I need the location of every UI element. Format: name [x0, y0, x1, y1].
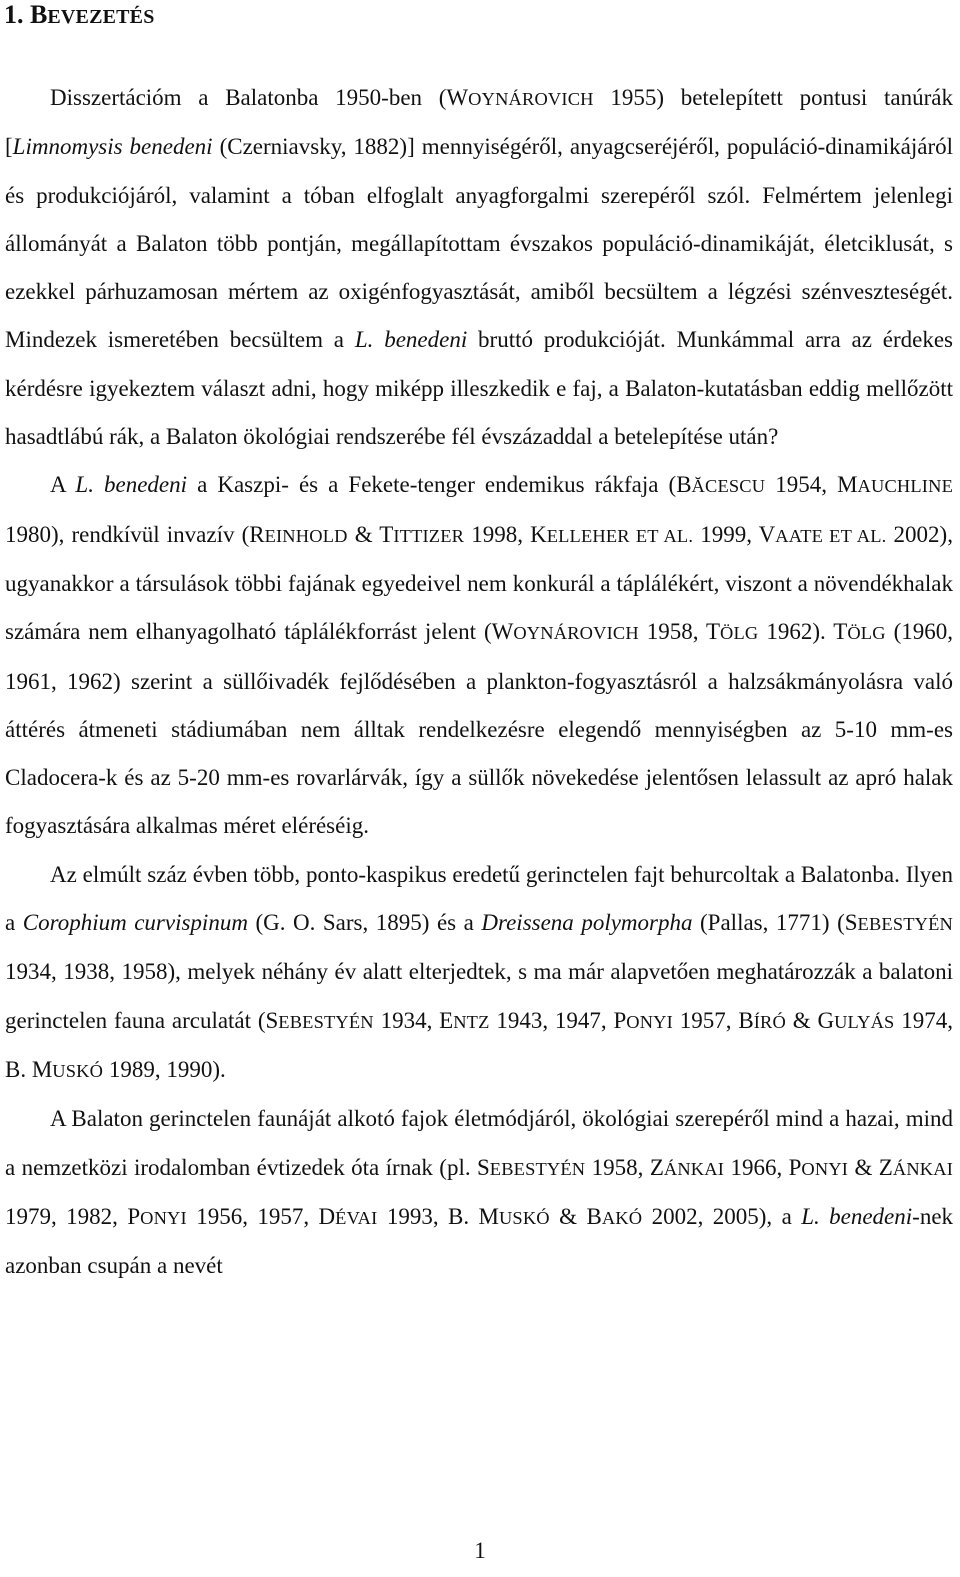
- author-citation: S: [844, 910, 858, 936]
- author-citation: B: [738, 1007, 754, 1033]
- text-run: &: [848, 1154, 879, 1180]
- chapter-title-rest: EVEZETÉS: [47, 6, 155, 28]
- author-citation: ÁNKAI: [663, 1158, 725, 1179]
- body-paragraph: [5, 74, 953, 461]
- author-citation: W: [491, 619, 514, 645]
- text-run: &: [785, 1007, 818, 1033]
- author-citation: T: [379, 521, 394, 547]
- species-name: L. benedeni: [801, 1203, 913, 1229]
- author-citation: Z: [878, 1154, 893, 1180]
- author-citation: ÖLG: [847, 623, 886, 644]
- author-citation: B: [676, 472, 692, 498]
- author-citation: AKÓ: [601, 1207, 643, 1228]
- text-run: (Pallas, 1771) (: [692, 910, 845, 936]
- text-run: 1999,: [693, 521, 759, 547]
- chapter-title-initial: B: [30, 0, 48, 29]
- text-run: &: [347, 521, 380, 547]
- text-run: 1974, B.: [5, 1007, 954, 1082]
- text-run: 1954,: [765, 472, 838, 498]
- author-citation: ONYI: [626, 1011, 673, 1032]
- author-citation: ĂCESCU: [691, 476, 766, 497]
- author-citation: D: [318, 1203, 336, 1229]
- author-citation: M: [837, 472, 858, 498]
- text-run: 1957,: [672, 1007, 739, 1033]
- author-citation: ÁNKAI: [892, 1158, 954, 1179]
- text-run: (Czerniavsky, 1882)] mennyiségéről, anyagcseréjéről, populáció-dinamikájáról és produkciójáról, valamint a tóban elfoglalt anyagforgalmi szerepéről szól. Felmértem jelenlegi állományát a Balaton több pontján, megállapítottam évszakos populáció-dinamikáját, életciklusát, s ezekkel párhuzamosan mértem az oxigénfogyasztását, amiből becsültem a légzési szénveszteségét. Mindezek ismeretében becsültem a: [5, 134, 953, 353]
- author-citation: ÖLG: [720, 623, 759, 644]
- author-citation: NTZ: [453, 1011, 490, 1032]
- chapter-heading: [4, 0, 155, 32]
- author-citation: ÍRÓ: [753, 1011, 786, 1032]
- text-run: bruttó produkcióját. Munkámmal arra az érdekes kérdésre igyekeztem választ adni, hogy miképp illeszkedik e faj, a Balaton-kutatásban eddig mellőzött hasadtlábú rák, a Balaton ökológiai rendszerébe fél évszázaddal a betelepítése után?: [5, 327, 953, 450]
- author-citation: T: [833, 619, 848, 645]
- text-run: (1960, 1961, 1962) szerint a süllőivadék fejlődésében a plankton-fogyasztásról a halzsákmányolásra való áttérés átmeneti stádiumában nem álltak rendelkezésre elegendő mennyiségben az 5-10 mm-es Cladocera-k és az 5-20 mm-es rovarlárvák, így a süllők növekedése jelentősen lelassult az apró halak fogyasztására alkalmas méret eléréséig.: [5, 619, 953, 839]
- text-run: 1966,: [724, 1154, 789, 1180]
- species-name: Corophium curvispinum: [22, 910, 248, 936]
- author-citation: P: [788, 1154, 802, 1180]
- text-run: 1955) betelepített pontusi tanúrák [: [5, 85, 954, 160]
- text-run: A Balaton gerinctelen faunáját alkotó fajok életmódjáról, ökológiai szerepéről mind a hazai, mind a nemzetközi irodalomban évtizedek óta írnak (pl.: [5, 1106, 953, 1180]
- text-run: &: [549, 1203, 587, 1229]
- author-citation: EINHOLD: [264, 525, 348, 546]
- author-citation: V: [758, 521, 776, 547]
- author-citation: EBESTYÉN: [857, 914, 954, 935]
- text-run: a Kaszpi- és a Fekete-tenger endemikus rákfaja (: [187, 472, 677, 498]
- author-citation: ULYÁS: [834, 1011, 895, 1032]
- author-citation: S: [477, 1154, 490, 1180]
- text-run: 2002), ugyanakkor a társulások többi fajának egyedeivel nem konkurál a táplálékért, viszont a növendékhalak számára nem elhanyagolható táplálékforrást jelent (: [5, 521, 953, 645]
- text-run: 2002, 2005), a: [642, 1203, 802, 1229]
- body-paragraph: [5, 1095, 953, 1290]
- author-citation: P: [613, 1007, 627, 1033]
- body-paragraph: [5, 461, 953, 850]
- species-name: L. benedeni: [75, 472, 188, 498]
- author-citation: OYNÁROVICH: [513, 623, 639, 644]
- text-run: 1989, 1990).: [103, 1056, 226, 1082]
- text-run: Az elmúlt száz évben több, ponto-kaspikus eredetű gerinctelen fajt behurcoltak a Balatonba. Ilyen a: [5, 861, 953, 936]
- text-run: 1943, 1947,: [489, 1007, 614, 1033]
- author-citation: OYNÁROVICH: [468, 89, 594, 109]
- author-citation: EBESTYÉN: [489, 1158, 586, 1179]
- author-citation: USKÓ: [498, 1207, 550, 1228]
- text-run: 1958,: [638, 619, 706, 645]
- text-run: 1958,: [585, 1154, 650, 1180]
- text-run: 1956, 1957,: [186, 1203, 319, 1229]
- page-number: 1: [474, 1538, 486, 1563]
- author-citation: ONYI: [140, 1207, 187, 1228]
- author-citation: ELLEHER ET AL.: [546, 525, 694, 546]
- text-run: 1934,: [373, 1007, 440, 1033]
- author-citation: ONYI: [801, 1158, 849, 1179]
- text-run: 1962).: [758, 619, 834, 645]
- body-text: [5, 74, 953, 1290]
- author-citation: T: [705, 619, 721, 645]
- author-citation: W: [446, 85, 469, 110]
- author-citation: K: [530, 521, 547, 547]
- chapter-number: 1.: [4, 0, 24, 29]
- author-citation: S: [265, 1007, 279, 1033]
- species-name: Dreissena polymorpha: [481, 910, 693, 936]
- author-citation: EBESTYÉN: [278, 1011, 374, 1032]
- author-citation: AATE ET AL.: [775, 525, 887, 546]
- author-citation: E: [439, 1007, 454, 1033]
- species-name: Limnomysis benedeni: [12, 134, 213, 160]
- author-citation: USKÓ: [52, 1060, 104, 1081]
- author-citation: Z: [649, 1154, 664, 1180]
- author-citation: ÉVAI: [335, 1207, 378, 1228]
- text-run: 1980), rendkívül invazív (: [5, 521, 250, 547]
- author-citation: M: [31, 1056, 53, 1082]
- body-paragraph: [5, 851, 953, 1095]
- author-citation: B: [586, 1203, 602, 1229]
- text-run: 1934, 1938, 1958), melyek néhány év alatt elterjedtek, s ma már alapvetően meghatározzák a balatoni gerinctelen fauna arculatát (: [5, 959, 953, 1033]
- text-run: 1993, B.: [377, 1203, 479, 1229]
- text-run: (G. O. Sars, 1895) és a: [247, 910, 482, 936]
- author-citation: G: [817, 1007, 835, 1033]
- author-citation: ITTIZER: [393, 525, 465, 546]
- text-run: 1979, 1982,: [5, 1203, 128, 1229]
- author-citation: P: [127, 1203, 141, 1229]
- species-name: L. benedeni: [354, 327, 468, 353]
- text-run: A: [50, 472, 76, 498]
- author-citation: M: [478, 1203, 499, 1229]
- text-run: 1998,: [464, 521, 531, 547]
- author-citation: R: [249, 521, 265, 547]
- author-citation: AUCHLINE: [857, 476, 953, 497]
- text-run: Disszertációm a Balatonba 1950-ben (: [50, 85, 447, 110]
- text-run: -nek azonban csupán a nevét: [5, 1203, 954, 1279]
